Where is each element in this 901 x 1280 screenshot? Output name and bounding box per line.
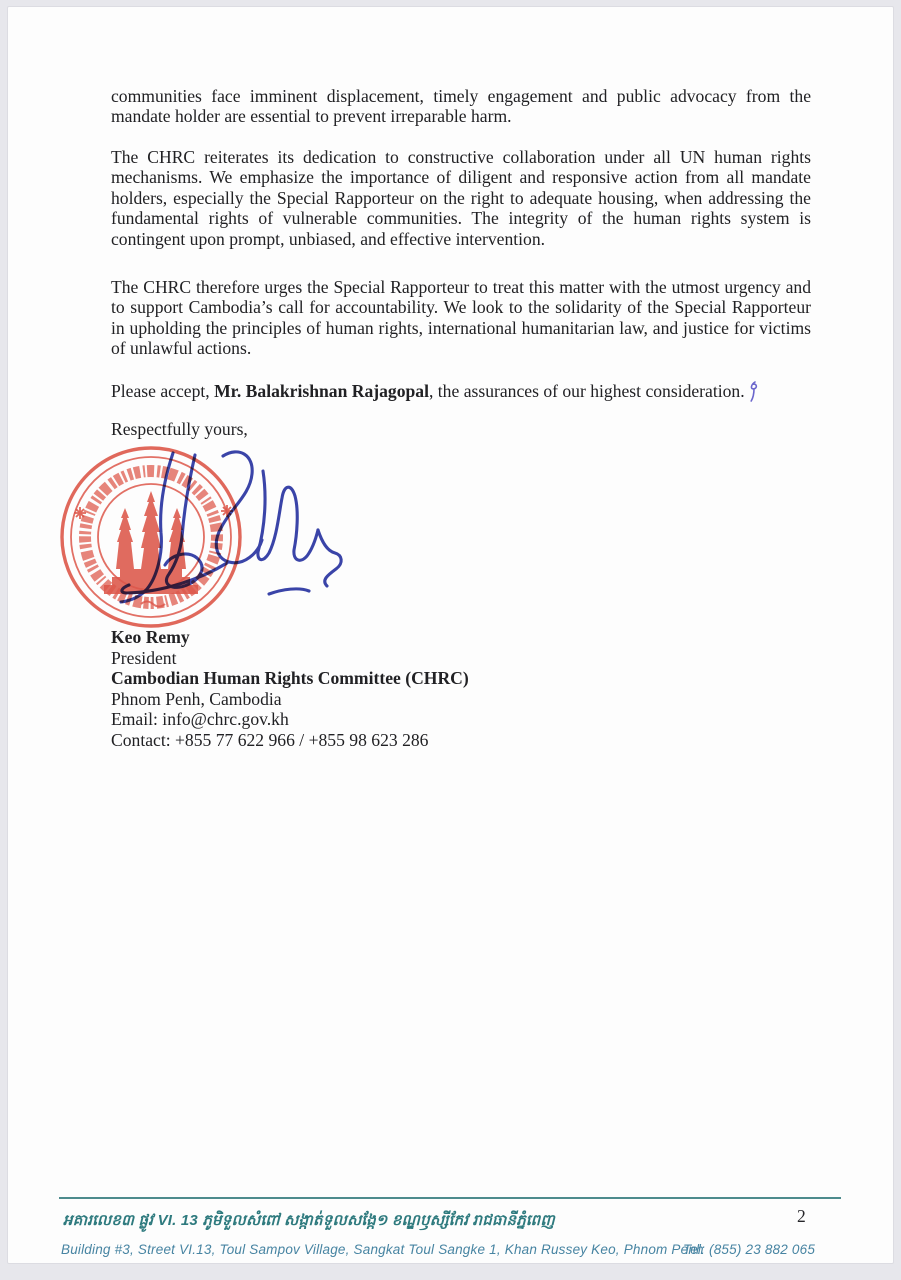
signatory-organization: Cambodian Human Rights Committee (CHRC) bbox=[111, 668, 469, 689]
document-page bbox=[7, 6, 894, 1264]
salutation-line bbox=[111, 379, 811, 403]
paragraph-displacement: communities face imminent displacement, timely engagement and public advocacy from the mandate holder are essential to prevent irreparable harm. bbox=[111, 86, 811, 127]
paragraph-urgency: The CHRC therefore urges the Special Rapporteur to treat this matter with the utmost urgency and to support Cambodia’s call for accountability. We look to the solidarity of the Special Rapporteur in upholding the principles of human rights, international humanitarian law, and justice for victims of unlawful actions. bbox=[111, 277, 811, 359]
footer-address-khmer: អគារលេខ៣ ផ្លូវ VI. 13 ភូមិទួលសំពៅ សង្កាត់ទួលសង្កែ១ ខណ្ឌឫស្សីកែវ រាជធានីភ្នំពេញ bbox=[63, 1212, 555, 1229]
paragraph-collaboration: The CHRC reiterates its dedication to constructive collaboration under all UN human rights mechanisms. We emphasize the importance of diligent and responsive action from all mandate holders, especially the Special Rapporteur on the right to adequate housing, when addressing the fundamental rights of vulnerable communities. The integrity of the human rights system is contingent upon prompt, unbiased, and effective intervention. bbox=[111, 147, 811, 249]
closing-line: Respectfully yours, bbox=[111, 419, 248, 439]
page-number: 2 bbox=[797, 1206, 806, 1226]
signatory-title: President bbox=[111, 647, 177, 668]
signatory-contact: Contact: +855 77 622 966 / +855 98 623 286 bbox=[111, 729, 429, 750]
footer-telephone: Tel: (855) 23 882 065 bbox=[683, 1242, 816, 1257]
signatory-email: Email: info@chrc.gov.kh bbox=[111, 709, 289, 730]
footer-address-english: Building #3, Street VI.13, Toul Sampov Village, Sangkat Toul Sangke 1, Khan Russey Keo, Phnom Penh bbox=[61, 1242, 704, 1257]
signature-block bbox=[111, 627, 811, 751]
addressee-name: Mr. Balakrishnan Rajagopal bbox=[214, 381, 429, 401]
salutation-prefix: Please accept, bbox=[111, 381, 215, 401]
footer-divider bbox=[59, 1197, 841, 1199]
signatory-location: Phnom Penh, Cambodia bbox=[111, 688, 282, 709]
salutation-suffix: , the assurances of our highest consideration. bbox=[429, 381, 745, 401]
signatory-name: Keo Remy bbox=[111, 627, 190, 647]
pen-mark-icon bbox=[747, 379, 760, 403]
handwritten-signature bbox=[111, 441, 351, 611]
